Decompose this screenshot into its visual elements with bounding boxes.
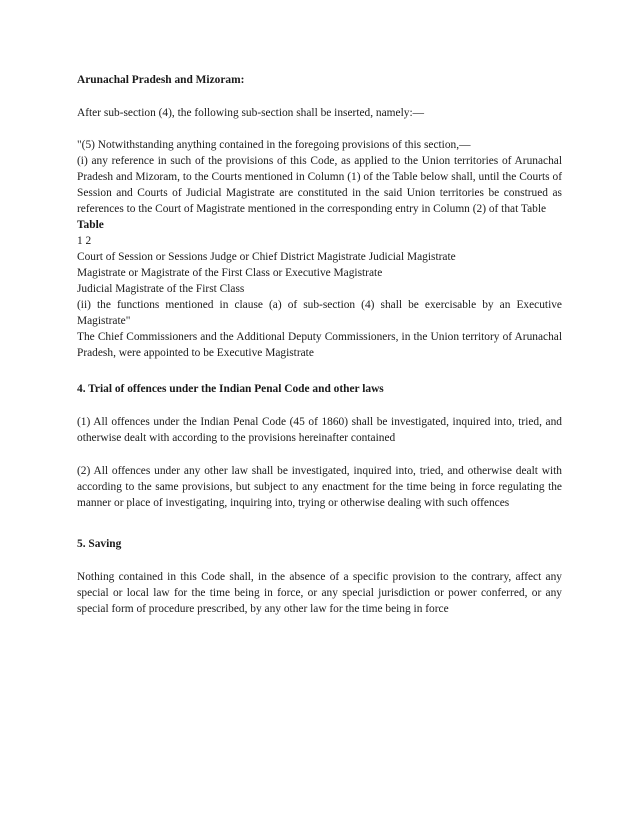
table-row: Court of Session or Sessions Judge or Chief District Magistrate Judicial Magistrate (77, 251, 456, 263)
table-row: Magistrate or Magistrate of the First Class or Executive Magistrate (77, 266, 383, 279)
section-4-heading: 4. Trial of offences under the Indian Penal Code and other laws (77, 383, 384, 395)
section-5-paragraph: Nothing contained in this Code shall, in the absence of a specific provision to the contrary, affect any special or local law for the time being in force, or any special jurisdiction or power conferred, or any special form of procedure prescribed, by any other law for the time being in force (77, 571, 562, 615)
clause-ii-paragraph: (ii) the functions mentioned in clause (a) of sub-section (4) shall be exercisable by an Executive Magistrate" (77, 299, 562, 327)
table-column-numbers: 1 2 (77, 235, 92, 247)
table-rows (77, 250, 562, 298)
note-paragraph: The Chief Commissioners and the Additional Deputy Commissioners, in the Union territory of Arunachal Pradesh, were appointed to be Executive Magistrate (77, 331, 562, 359)
section-4-para-1: (1) All offences under the Indian Penal Code (45 of 1860) shall be investigated, inquired into, tried, and otherwise dealt with according to the provisions hereinafter contained (77, 416, 562, 444)
clause-i-paragraph: (i) any reference in such of the provisions of this Code, as applied to the Union territories of Arunachal Pradesh and Mizoram, to the Courts mentioned in Column (1) of the Table below shall, until the Courts of Session and Courts of Judicial Magistrate are constituted in the said Union territories be construed as references to the Court of Magistrate mentioned in the corresponding entry in Column (2) of that Table (77, 155, 562, 215)
clause-5-lead: "(5) Notwithstanding anything contained in the foregoing provisions of this section,— (77, 139, 471, 151)
intro-paragraph: After sub-section (4), the following sub-section shall be inserted, namely:— (77, 107, 425, 119)
table-row: Judicial Magistrate of the First Class (77, 282, 245, 295)
section-4-para-2: (2) All offences under any other law shall be investigated, inquired into, tried, and otherwise dealt with according to the same provisions, but subject to any enactment for the time being in force regulating the manner or place of investigating, inquiring into, trying or otherwise dealing with such offences (77, 465, 562, 509)
table-label: Table (77, 219, 104, 231)
section-heading-arunachal: Arunachal Pradesh and Mizoram: (77, 74, 245, 86)
section-5-heading: 5. Saving (77, 538, 122, 550)
